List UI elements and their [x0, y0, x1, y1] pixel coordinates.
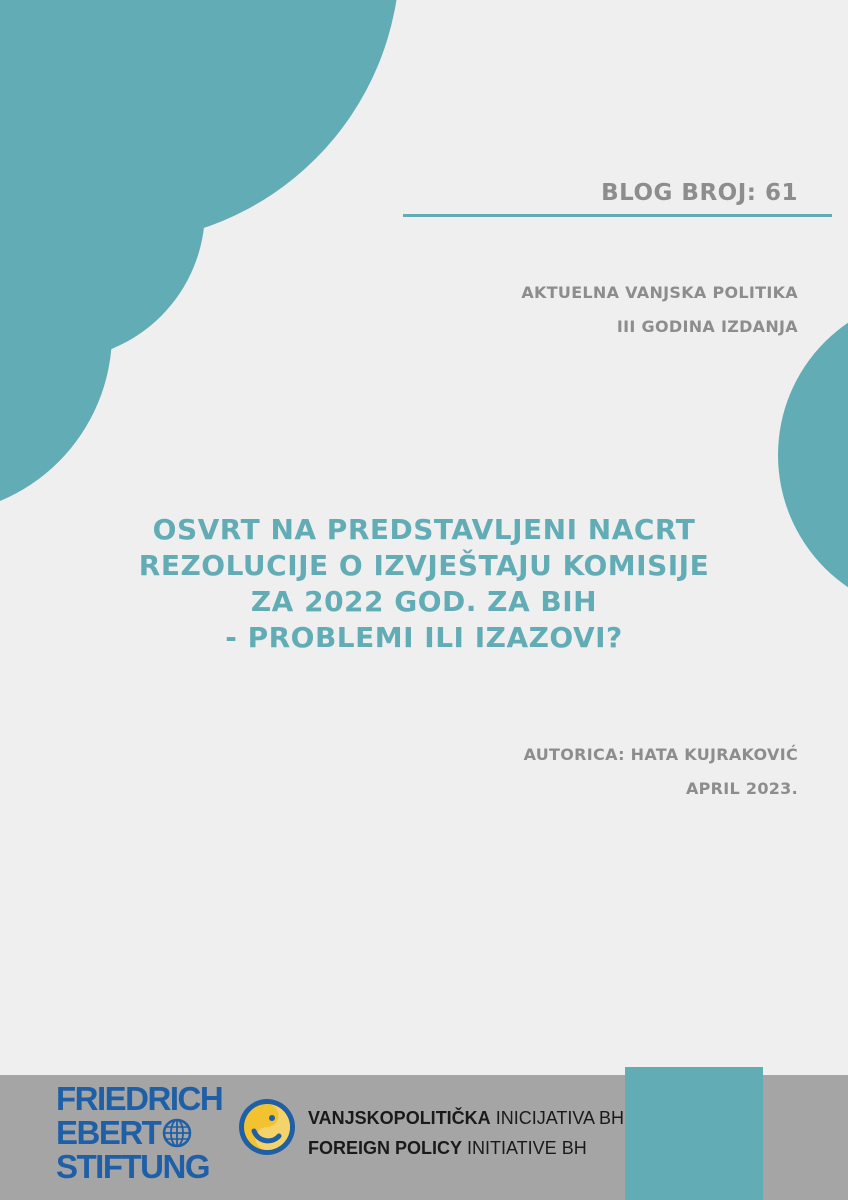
- vpi-line-local: [308, 1103, 624, 1133]
- vpi-line-english: [308, 1133, 624, 1163]
- fes-logo-line: EBERT: [56, 1114, 161, 1151]
- publication-date: APRIL 2023.: [685, 779, 798, 798]
- vpi-name: [308, 1103, 624, 1163]
- title-line: - PROBLEMI ILI IZAZOVI?: [225, 621, 623, 654]
- yin-yang-logo-icon: [238, 1098, 296, 1156]
- vpi-line-local-bold: VANJSKOPOLITIČKA: [308, 1108, 491, 1128]
- fes-logo-line-wrap: [56, 1116, 226, 1150]
- byline: [524, 738, 798, 806]
- document-title: [0, 512, 848, 656]
- decorative-circle-top-left: [0, 0, 400, 510]
- title-line: ZA 2022 GOD. ZA BIH: [250, 585, 598, 618]
- header-divider: [403, 214, 832, 217]
- vpi-line-english-bold: FOREIGN POLICY: [308, 1138, 463, 1158]
- globe-icon: [162, 1118, 192, 1148]
- edition-year: III GODINA IZDANJA: [616, 317, 798, 336]
- vpi-line-local-rest: INICIJATIVA BH: [490, 1108, 625, 1128]
- fes-logo-line: STIFTUNG: [56, 1148, 209, 1185]
- author-name: AUTORICA: HATA KUJRAKOVIĆ: [523, 745, 798, 764]
- title-line: REZOLUCIJE O IZVJEŠTAJU KOMISIJE: [138, 549, 710, 582]
- series-info: [521, 276, 798, 344]
- vpi-line-english-rest: INITIATIVE BH: [462, 1138, 587, 1158]
- blog-number: BLOG BROJ: 61: [601, 180, 798, 206]
- footer-accent-block: [625, 1067, 763, 1200]
- series-name: AKTUELNA VANJSKA POLITIKA: [521, 283, 798, 302]
- title-line: OSVRT NA PREDSTAVLJENI NACRT: [152, 513, 696, 546]
- fes-logo: [56, 1082, 226, 1184]
- fes-logo-line: FRIEDRICH: [56, 1080, 223, 1117]
